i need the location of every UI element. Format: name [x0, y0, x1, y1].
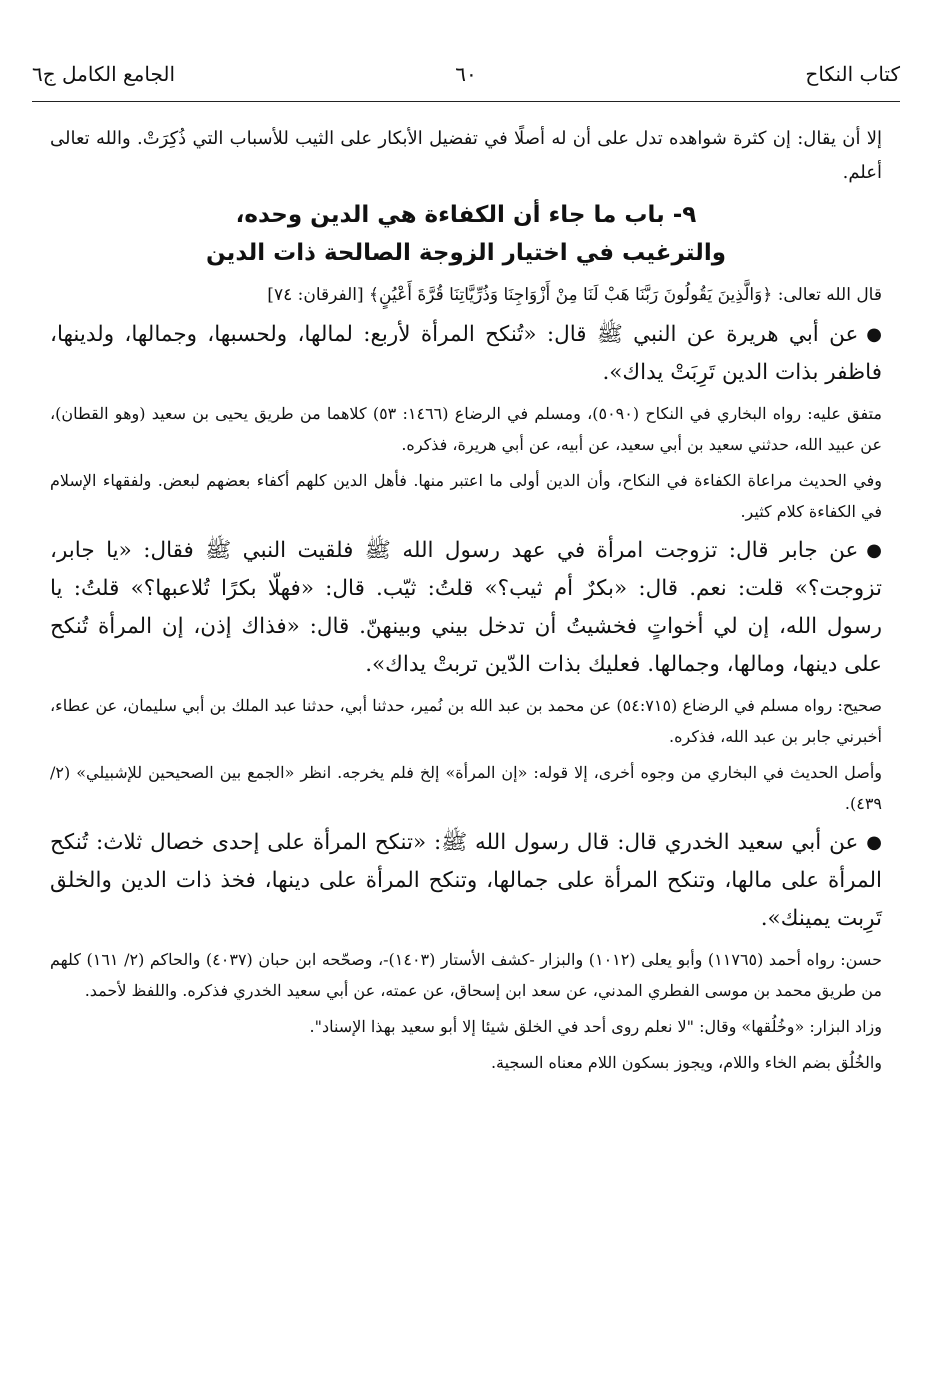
collection-title: الجامع الكامل ج٦ — [32, 62, 176, 86]
chapter-heading-line-2: والترغيب في اختيار الزوجة الصالحة ذات الدين — [205, 240, 726, 266]
hadith-2-text: عن جابر قال: تزوجت امرأة في عهد رسول الله ﷺ فلقيت النبي ﷺ فقال: «يا جابر، تزوجت؟» قلت: نعم. قال: «بكرٌ أم ثيب؟» قلتُ: ثيّب. قال: «فهلّا بكرًا تُلاعبها؟» قلتُ: يا رسول الله، إن لي أخواتٍ فخشيتُ أن تدخل بيني وبينهنّ. قال: «فذاك إذن، إن المرأة تُنكح على دينها، ومالها، وجمالها. فعليك بذات الدّين تربتْ يداك». — [50, 538, 882, 677]
paragraph-intro: إلا أن يقال: إن كثرة شواهده تدل على أن له أصلًا في تفضيل الأبكار على الثيب للأسباب التي ذُكِرَتْ. والله تعالى أعلم. — [50, 128, 882, 183]
takhrij-3: حسن: رواه أحمد (١١٧٦٥) وأبو يعلى (١٠١٢) والبزار -كشف الأستار (١٤٠٣)-، وصحّحه ابن حبان (٤٠٣٧) والحاكم (٢/ ١٦١) كلهم من طريق محمد بن موسى الفطري المدني، عن سعد ابن إسحاق، عن عمته، عن أبي سعيد الخدري فذكره. واللفظ لأحمد. — [50, 950, 883, 1000]
hadith-1-text: عن أبي هريرة عن النبي ﷺ قال: «تُنكح المرأة لأربع: لمالها، ولحسبها، وجمالها، ولدينها، فاظفر بذات الدين تَرِبَتْ يداك». — [50, 322, 882, 385]
takhrij-1: متفق عليه: رواه البخاري في النكاح (٥٠٩٠)، ومسلم في الرضاع (١٤٦٦: ٥٣) كلاهما من طريق يحيى بن سعيد (وهو القطان)، عن عبيد الله، حدثني سعيد بن أبي سعيد، عن أبيه، عن أبي هريرة، فذكره. — [50, 404, 882, 454]
header-divider — [32, 101, 900, 102]
comment-3b: والخُلُق بضم الخاء واللام، ويجوز بسكون اللام معناه السجية. — [490, 1053, 882, 1072]
hadith-2 — [50, 532, 882, 684]
chapter-heading — [50, 196, 882, 272]
comment-3a: وزاد البزار: «وخُلُقها» وقال: "لا نعلم روى أحد في الخلق شيئا إلا أبو سعيد بهذا الإسناد". — [309, 1017, 882, 1036]
hadith-3 — [50, 824, 882, 938]
chapter-heading-line-1: ٩- باب ما جاء أن الكفاءة هي الدين وحده، — [235, 202, 697, 228]
quran-verse: قال الله تعالى: ﴿وَالَّذِينَ يَقُولُونَ رَبَّنَا هَبْ لَنَا مِنْ أَزْوَاجِنَا وَذُرِّيَّاتِنَا قُرَّةَ أَعْيُنٍ﴾ [الفرقان: ٧٤] — [267, 285, 882, 305]
comment-1: وفي الحديث مراعاة الكفاءة في النكاح، وأن الدين أولى ما اعتبر منها. فأهل الدين كلهم أكفاء بعضهم لبعض. ولفقهاء الإسلام في الكفاءة كلام كثير. — [50, 471, 882, 521]
page-number: ٦٠ — [455, 62, 477, 86]
hadith-1 — [50, 316, 882, 392]
book-title: كتاب النكاح — [805, 62, 900, 86]
bullet-icon: ● — [866, 832, 882, 853]
hadith-3-text: عن أبي سعيد الخدري قال: قال رسول الله ﷺ: «تنكح المرأة على إحدى خصال ثلاث: تُنكح المرأة على مالها، وتنكح المرأة على جمالها، وتنكح المرأة على دينها، فخذ ذات الدين والخلق تَرِبت يمينك». — [50, 830, 882, 931]
bullet-icon: ● — [866, 324, 882, 345]
takhrij-2: صحيح: رواه مسلم في الرضاع (٥٤:٧١٥) عن محمد بن عبد الله بن نُمير، حدثنا أبي، حدثنا عبد الملك بن أبي سليمان، عن عطاء، أخبرني جابر بن عبد الله، فذكره. — [50, 696, 882, 746]
running-header — [32, 54, 900, 94]
comment-2: وأصل الحديث في البخاري من وجوه أخرى، إلا قوله: «إن المرأة» إلخ فلم يخرجه. انظر «الجمع بين الصحيحين للإشبيلي» (٢/ ٤٣٩). — [50, 763, 882, 813]
bullet-icon: ● — [866, 540, 882, 561]
page-body — [50, 122, 882, 1083]
